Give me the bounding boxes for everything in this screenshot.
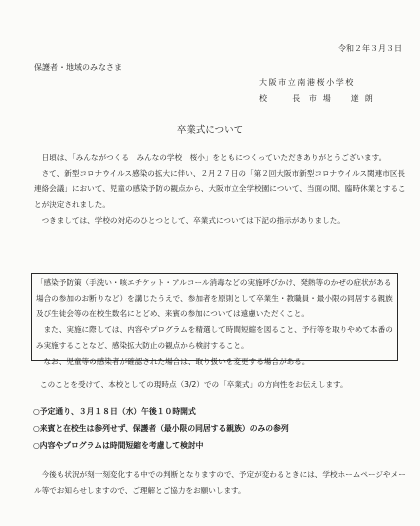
policy-item: ○内容やプログラムは時間短縮を考慮して検討中 xyxy=(33,441,204,450)
document-title: 卒業式について xyxy=(176,125,244,136)
closing-paragraph: 今後も状況が刻一刻変化する中での判断となりますので、予定が変わるときには、学校ホームページやメール等でお知らせしますので、ご理解とご協力をお願いします。 xyxy=(34,470,406,495)
policy-item: ○予定通り、３月１８日（水）午後１０時開式 xyxy=(33,407,196,416)
school-name: 大阪市立南港桜小学校 xyxy=(259,78,355,87)
intro-paragraph: 日頃は、「みんながつくる みんなの学校 桜小」をともにつくっていただきありがとうございます。 xyxy=(34,153,387,162)
instruction-paragraph: また、実施に際しては、内容やプログラムを精選して時間短縮を図ること、予行等を取りやめて本番のみ実施することなど、感染拡大防止の観点から検討すること。 xyxy=(36,325,393,350)
intro-paragraph: さて、新型コロナウイルス感染の拡大に伴い、２月２７日の「第２回大阪市新型コロナウイルス関連市区長連絡会議」において、児童の感染予防の観点から、大阪市立全学校園について、当面の間、臨時休業とすることが決定されました。 xyxy=(34,168,406,210)
instruction-text xyxy=(36,275,394,369)
intro-section xyxy=(34,150,406,229)
intro-paragraph: つきましては、学校の対応のひとつとして、卒業式については下記の指示がありました。 xyxy=(34,215,345,225)
letter-date: 令和２年３月３日 xyxy=(338,44,402,53)
instruction-paragraph: なお、児童等の感染者が確認された場合は、取り扱いを変更する場合がある。 xyxy=(36,356,310,366)
principal-name: 市場 達朗 xyxy=(308,94,379,103)
recipient: 保護者・地域のみなさま xyxy=(34,63,122,72)
principal-signature xyxy=(259,94,379,104)
policy-item: ○来賓と在校生は参列せず、保護者（最小限の同居する親族）のみの参列 xyxy=(33,424,289,433)
instruction-paragraph: 「感染予防策（手洗い・咳エチケット・アルコール消毒などの実施呼びかけ、発熱等のかぜの症状がある場合の参加のお断りなど）を講じたうえで、参加者を原則として卒業生・教職員・最小限の同居する親族及び生徒会等の在校生数名にとどめ、来賓の参加については遠慮いただくこと。 xyxy=(36,278,393,319)
policy-intro: このことを受けて、本校としての現時点（3/2）での「卒業式」の方向性をお伝えします。 xyxy=(40,380,348,389)
principal-title: 校 長 xyxy=(259,94,309,103)
